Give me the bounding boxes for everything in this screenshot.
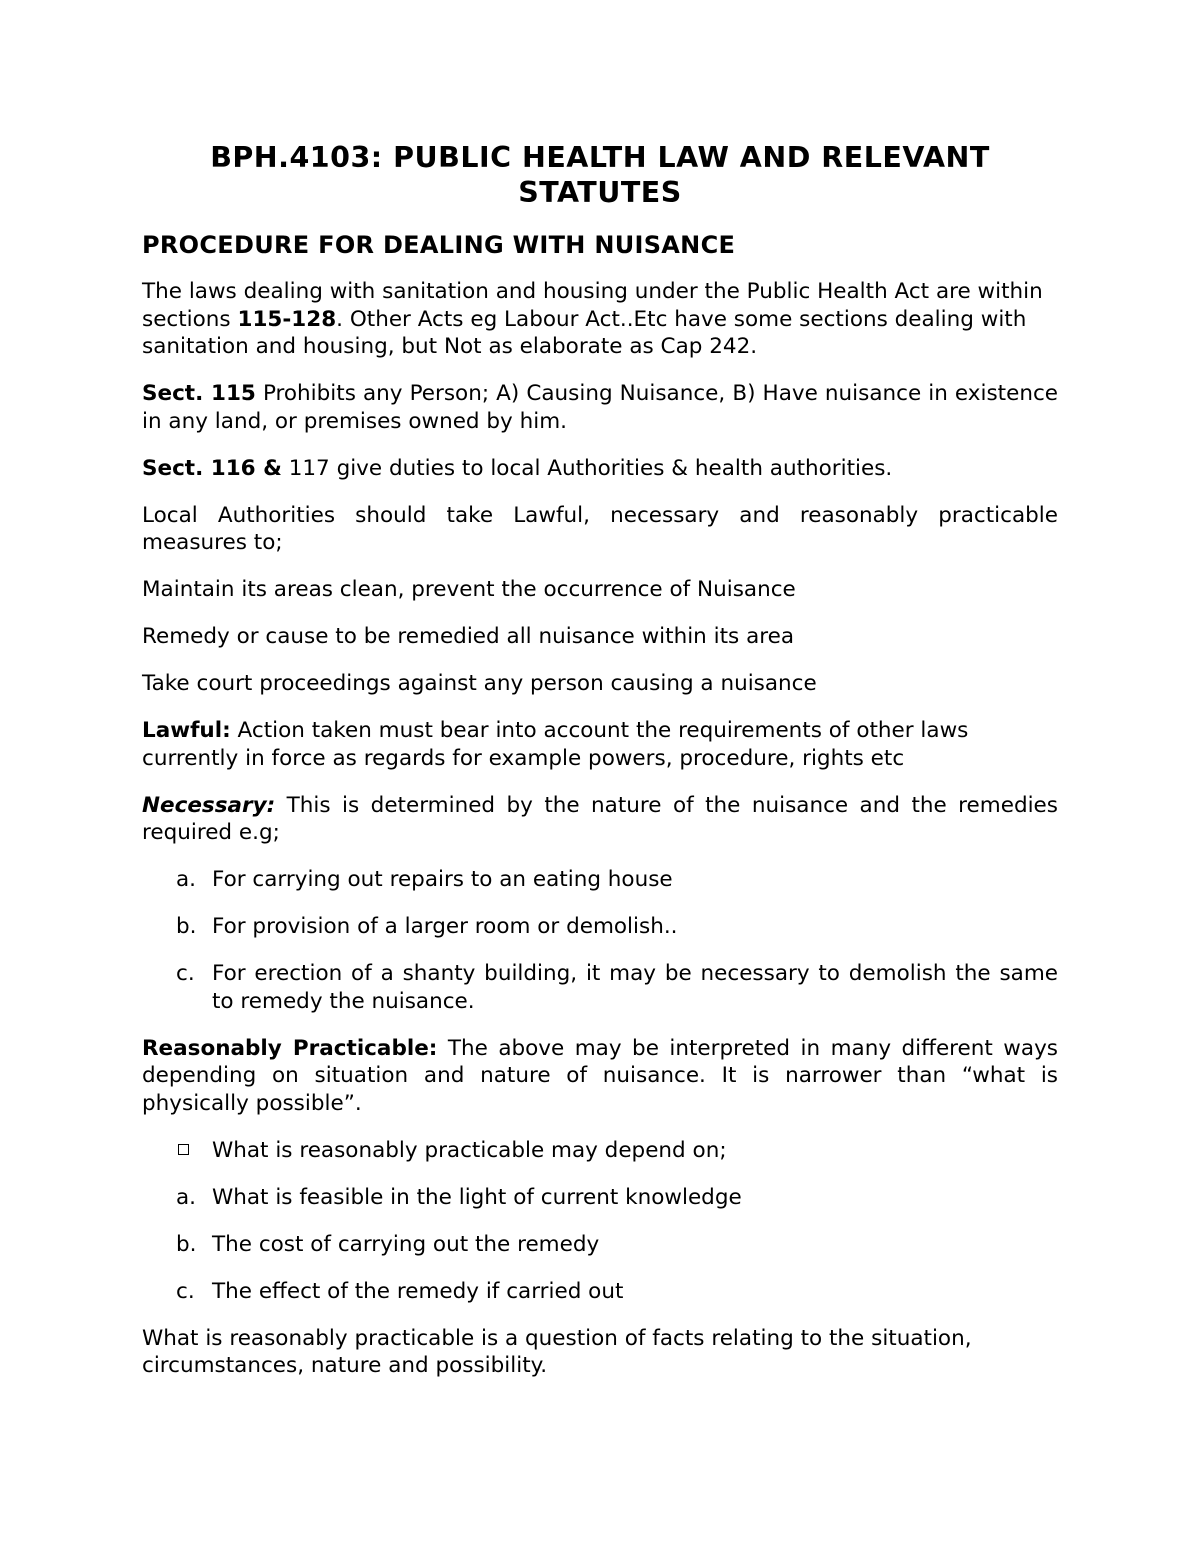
lawful-label: Lawful: xyxy=(142,718,231,743)
intro-sections: 115-128 xyxy=(237,306,337,332)
duty-item: Remedy or cause to be remedied all nuisance within its area xyxy=(142,624,795,649)
intro-paragraph xyxy=(142,278,1058,361)
necessary-label: Necessary: xyxy=(142,792,276,818)
checkbox-bullet-icon xyxy=(178,1144,189,1155)
reasonably-practicable-text: The above may be interpreted in many different ways depending on situation and nature of nuisance. It is narrower than “what is physically possible”. xyxy=(142,1035,1058,1116)
checkbox-bullet-text: What is reasonably practicable may depend on; xyxy=(212,1137,727,1163)
list-item-text: For carrying out repairs to an eating house xyxy=(212,867,673,892)
list-marker: b. xyxy=(176,1231,197,1257)
list-marker: c. xyxy=(176,1278,195,1304)
document-title xyxy=(142,140,1058,210)
title-line-2: STATUTES xyxy=(518,176,682,209)
checkbox-bullet-item xyxy=(142,1137,1058,1165)
section-heading: PROCEDURE FOR DEALING WITH NUISANCE xyxy=(142,231,736,259)
intro-text-1: The laws dealing with sanitation and housing under the Public Health Act are within sections xyxy=(142,279,1043,332)
lawful-paragraph xyxy=(142,717,1058,772)
sect-115-paragraph xyxy=(142,380,1058,435)
document-page xyxy=(142,140,1058,1399)
intro-text-2: . Other Acts eg Labour Act..Etc have some sections dealing with sanitation and housing, but Not as elaborate as Cap 242. xyxy=(142,306,1027,359)
lawful-text: Action taken must bear into account the requirements of other laws currently in force as regards for example powers, procedure, rights etc xyxy=(142,718,969,771)
list-marker: a. xyxy=(176,867,197,892)
list-item-text: The cost of carrying out the remedy xyxy=(212,1231,600,1257)
list-item xyxy=(142,1231,1058,1259)
list-item-text: The effect of the remedy if carried out xyxy=(212,1278,624,1304)
list-item-text: For erection of a shanty building, it may be necessary to demolish the same to remedy the nuisance. xyxy=(212,961,1058,1014)
sect-116-paragraph xyxy=(142,455,1058,483)
list-item xyxy=(142,913,1058,941)
necessary-paragraph xyxy=(142,792,1058,847)
list-marker: b. xyxy=(176,914,197,939)
list-item xyxy=(142,1278,1058,1306)
list-item xyxy=(142,1184,1058,1212)
sect-115-text: Prohibits any Person; A) Causing Nuisance, B) Have nuisance in existence in any land, or premises owned by him. xyxy=(142,381,1059,434)
duty-item: Take court proceedings against any person causing a nuisance xyxy=(142,671,817,696)
reasonably-practicable-label: Reasonably Practicable: xyxy=(142,1035,438,1061)
list-item-text: What is feasible in the light of current knowledge xyxy=(212,1184,742,1210)
list-item-text: For provision of a larger room or demolish.. xyxy=(212,914,678,939)
title-line-1: BPH.4103: PUBLIC HEALTH LAW AND RELEVANT xyxy=(210,141,990,174)
sect-115-label: Sect. 115 xyxy=(142,381,256,406)
sect-116-label: Sect. 116 & xyxy=(142,455,282,481)
necessary-text: This is determined by the nature of the nuisance and the remedies required e.g; xyxy=(142,792,1058,845)
sect-116-text: 117 give duties to local Authorities & health authorities. xyxy=(281,455,893,481)
local-authorities-paragraph: Local Authorities should take Lawful, necessary and reasonably practicable measures to; xyxy=(142,502,1058,555)
list-marker: a. xyxy=(176,1184,197,1210)
list-marker: c. xyxy=(176,961,195,986)
list-item xyxy=(142,866,1058,894)
duty-item: Maintain its areas clean, prevent the occurrence of Nuisance xyxy=(142,577,796,602)
conclusion-paragraph: What is reasonably practicable is a question of facts relating to the situation, circumstances, nature and possibility. xyxy=(142,1325,972,1378)
reasonably-practicable-paragraph xyxy=(142,1035,1058,1118)
list-item xyxy=(142,960,1058,1015)
